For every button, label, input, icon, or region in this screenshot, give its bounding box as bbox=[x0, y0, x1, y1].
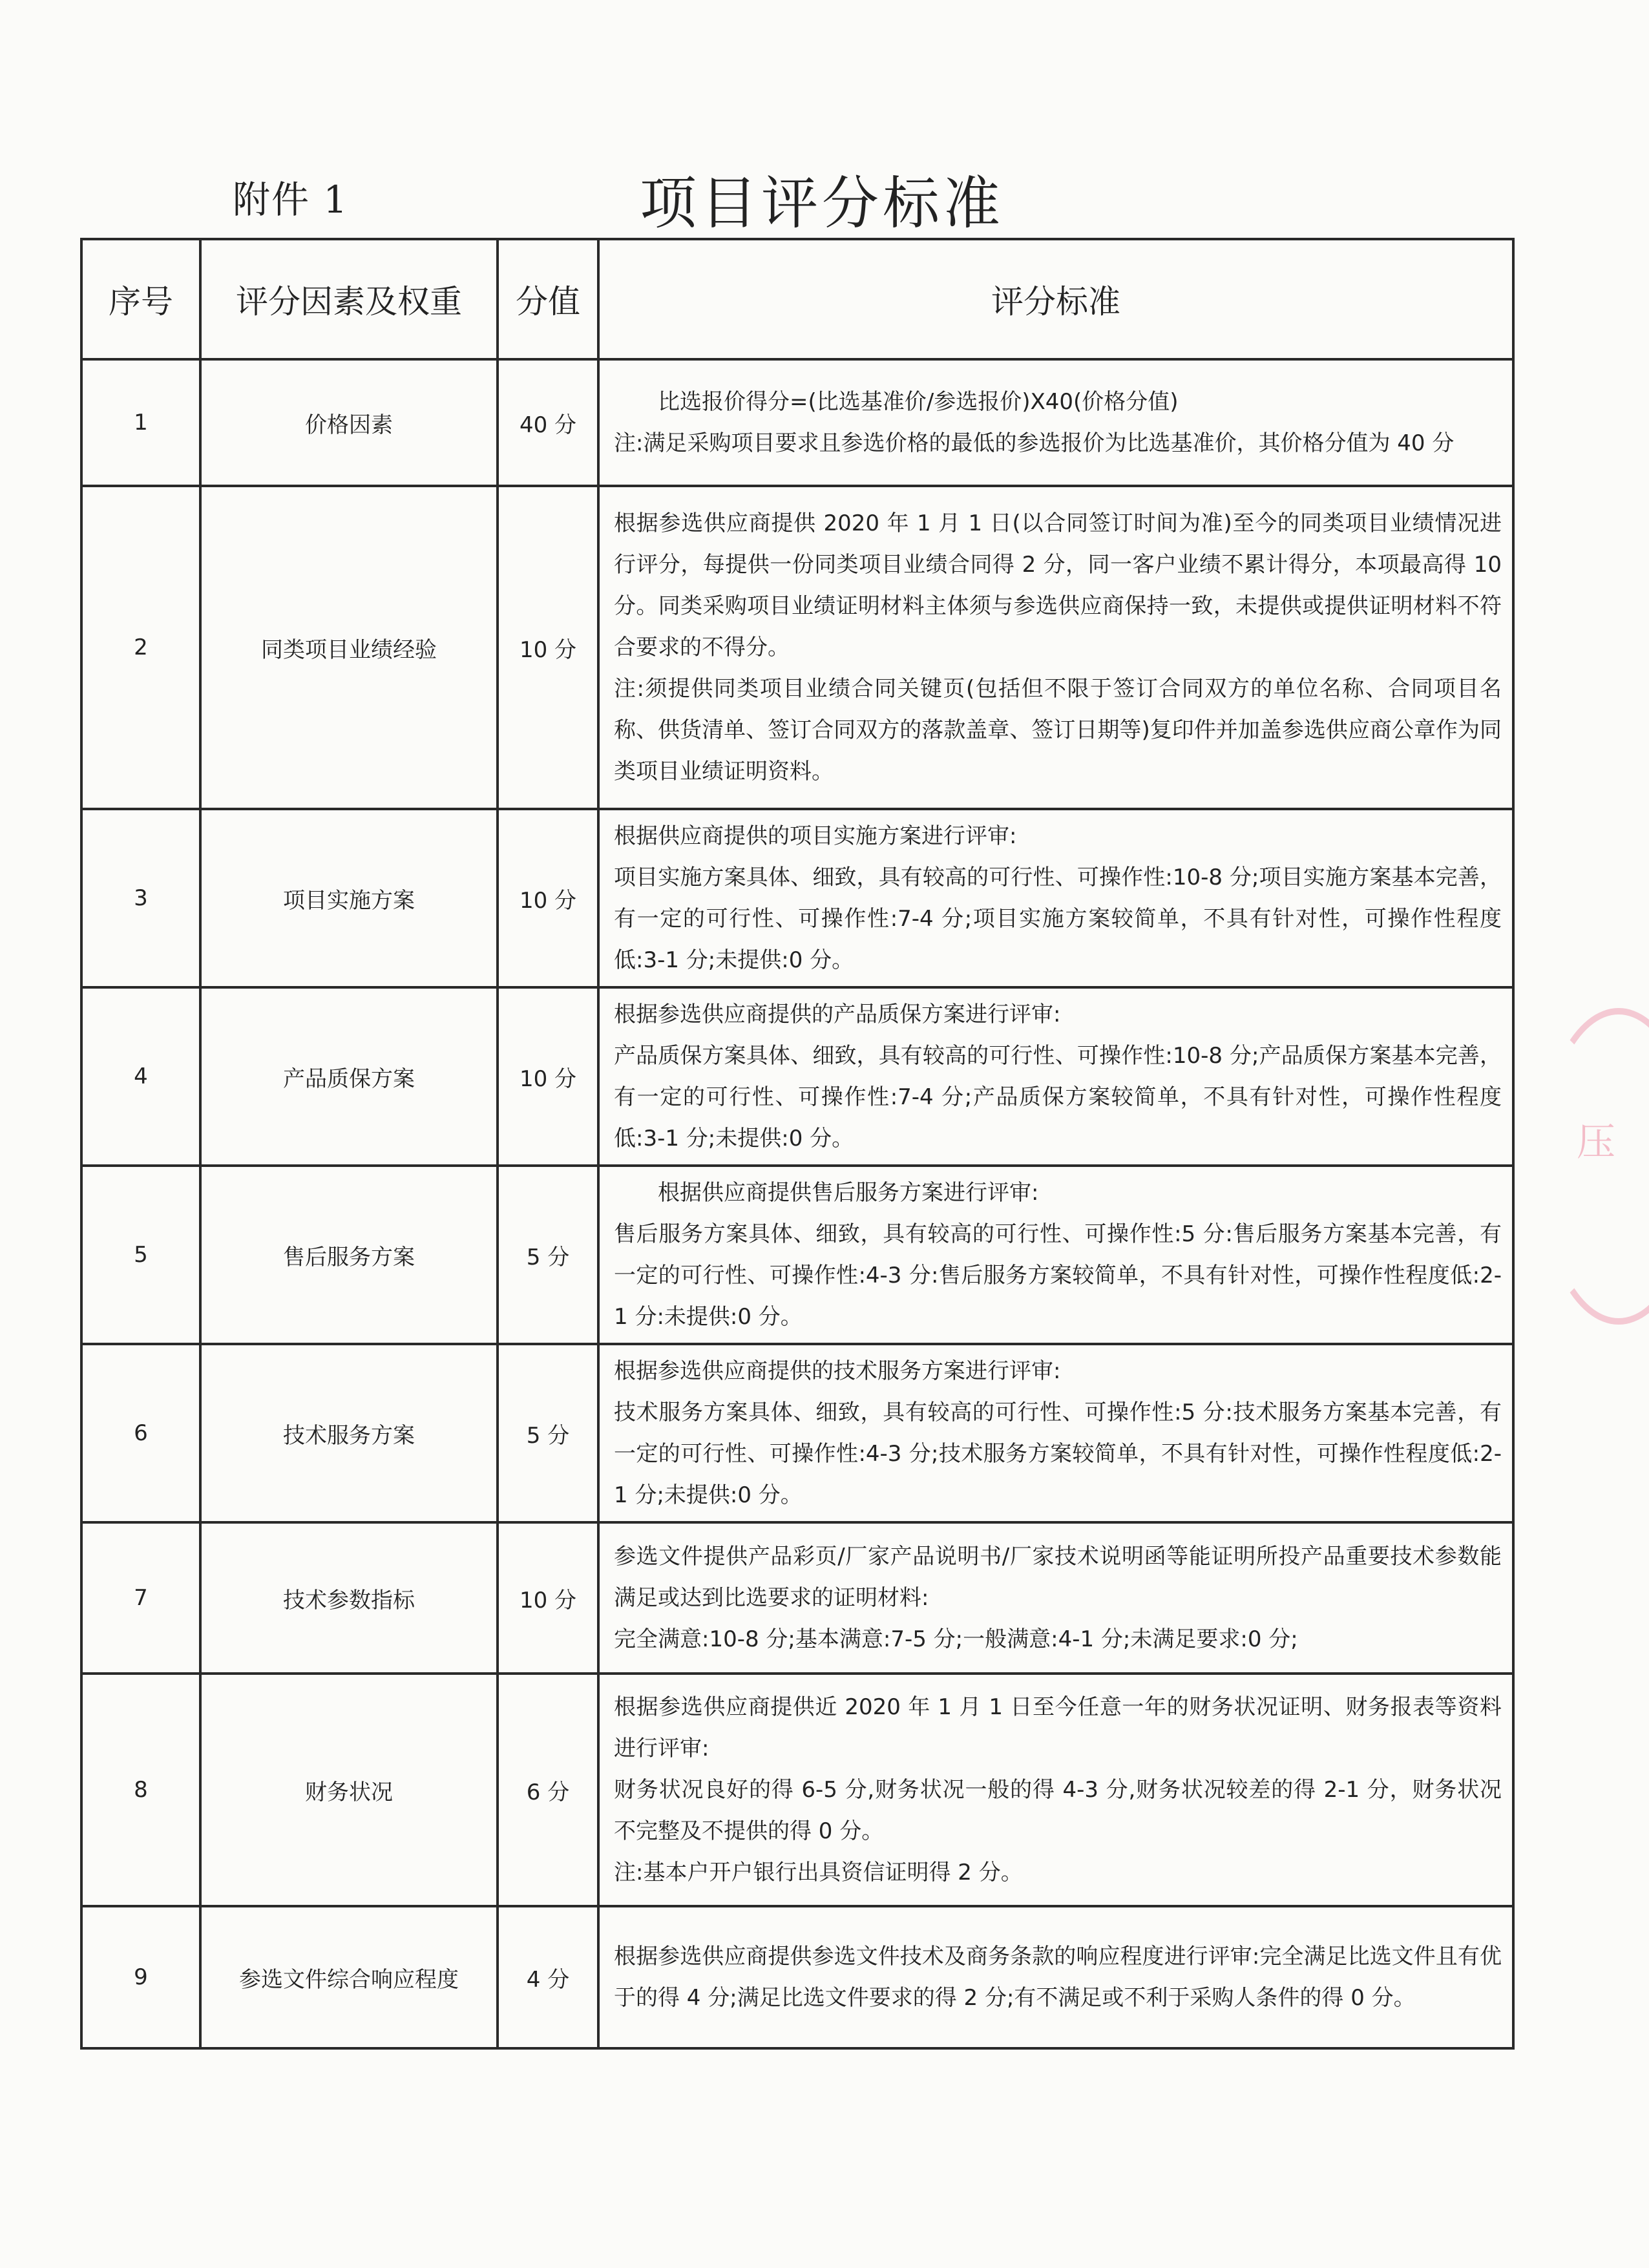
column-header-no: 序号 bbox=[81, 239, 200, 359]
row-factor: 技术参数指标 bbox=[200, 1522, 498, 1674]
row-factor: 财务状况 bbox=[200, 1674, 498, 1906]
row-factor: 产品质保方案 bbox=[200, 987, 498, 1166]
row-criteria bbox=[598, 1166, 1513, 1344]
row-no: 1 bbox=[81, 359, 200, 486]
row-factor: 价格因素 bbox=[200, 359, 498, 486]
criteria-line: 注:基本户开户银行出具资信证明得 2 分。 bbox=[614, 1860, 1023, 1885]
criteria-line: 根据参选供应商提供近 2020 年 1 月 1 日至今任意一年的财务状况证明、财务报表等资料进行评审: bbox=[614, 1694, 1502, 1761]
criteria-line: 参选文件提供产品彩页/厂家产品说明书/厂家技术说明函等能证明所投产品重要技术参数能满足或达到比选要求的证明材料: bbox=[614, 1544, 1502, 1611]
row-no: 7 bbox=[81, 1522, 200, 1674]
row-no: 4 bbox=[81, 987, 200, 1166]
row-score: 10 分 bbox=[498, 809, 598, 987]
criteria-line: 注:满足采购项目要求且参选价格的最低的参选报价为比选基准价，其价格分值为 40 分 bbox=[614, 430, 1455, 456]
row-no: 2 bbox=[81, 486, 200, 809]
row-criteria bbox=[598, 987, 1513, 1166]
criteria-line: 注:须提供同类项目业绩合同关键页(包括但不限于签订合同双方的单位名称、合同项目名称、供货清单、签订合同双方的落款盖章、签订日期等)复印件并加盖参选供应商公章作为同类项目业绩证明资料。 bbox=[614, 676, 1502, 784]
criteria-line: 根据参选供应商提供参选文件技术及商务条款的响应程度进行评审:完全满足比选文件且有优于的得 4 分;满足比选文件要求的得 2 分;有不满足或不利于采购人条件的得 0 分。 bbox=[614, 1944, 1502, 2011]
table-row bbox=[81, 987, 1513, 1166]
row-score: 5 分 bbox=[498, 1344, 598, 1522]
row-criteria bbox=[598, 359, 1513, 486]
row-score: 6 分 bbox=[498, 1674, 598, 1906]
column-header-factor: 评分因素及权重 bbox=[200, 239, 498, 359]
criteria-line: 比选报价得分=(比选基准价/参选报价)X40(价格分值) bbox=[658, 389, 1179, 415]
row-no: 9 bbox=[81, 1906, 200, 2048]
page-title: 项目评分标准 bbox=[640, 170, 1005, 236]
criteria-line: 完全满意:10-8 分;基本满意:7-5 分;一般满意:4-1 分;未满足要求:0 分; bbox=[614, 1626, 1298, 1652]
table-row bbox=[81, 359, 1513, 486]
row-score: 10 分 bbox=[498, 1522, 598, 1674]
scoring-table bbox=[80, 238, 1515, 2050]
row-score: 10 分 bbox=[498, 987, 598, 1166]
row-no: 8 bbox=[81, 1674, 200, 1906]
column-header-score: 分值 bbox=[498, 239, 598, 359]
row-factor: 售后服务方案 bbox=[200, 1166, 498, 1344]
criteria-line: 根据供应商提供的项目实施方案进行评审: bbox=[614, 823, 1017, 849]
criteria-line: 售后服务方案具体、细致，具有较高的可行性、可操作性:5 分:售后服务方案基本完善，有一定的可行性、可操作性:4-3 分:售后服务方案较简单，不具有针对性，可操作性程度低:2-1 分:未提供:0 分。 bbox=[614, 1221, 1502, 1330]
criteria-line: 财务状况良好的得 6-5 分,财务状况一般的得 4-3 分,财务状况较差的得 2-1 分，财务状况不完整及不提供的得 0 分。 bbox=[614, 1777, 1502, 1844]
criteria-line: 根据供应商提供售后服务方案进行评审: bbox=[658, 1180, 1039, 1206]
row-criteria bbox=[598, 809, 1513, 987]
table-row bbox=[81, 1166, 1513, 1344]
row-factor: 参选文件综合响应程度 bbox=[200, 1906, 498, 2048]
column-header-criteria: 评分标准 bbox=[598, 239, 1513, 359]
row-no: 6 bbox=[81, 1344, 200, 1522]
table-row bbox=[81, 1522, 1513, 1674]
table-row bbox=[81, 1906, 1513, 2048]
row-criteria bbox=[598, 1344, 1513, 1522]
criteria-line: 项目实施方案具体、细致，具有较高的可行性、可操作性:10-8 分;项目实施方案基本完善，有一定的可行性、可操作性:7-4 分;项目实施方案较简单，不具有针对性，可操作性程度低:3-1 分;未提供:0 分。 bbox=[614, 865, 1502, 973]
criteria-line: 根据参选供应商提供 2020 年 1 月 1 日(以合同签订时间为准)至今的同类项目业绩情况进行评分，每提供一份同类项目业绩合同得 2 分，同一客户业绩不累计得分，本项最高得 10 分。同类采购项目业绩证明材料主体须与参选供应商保持一致，未提供或提供证明材料不符合要求的不得分。 bbox=[614, 510, 1502, 660]
table-row bbox=[81, 1344, 1513, 1522]
row-score: 5 分 bbox=[498, 1166, 598, 1344]
criteria-line: 技术服务方案具体、细致，具有较高的可行性、可操作性:5 分:技术服务方案基本完善，有一定的可行性、可操作性:4-3 分;技术服务方案较简单，不具有针对性，可操作性程度低:2-1 分;未提供:0 分。 bbox=[614, 1400, 1502, 1508]
seal-stamp-fragment: 压 bbox=[1538, 1008, 1649, 1325]
row-criteria bbox=[598, 1674, 1513, 1906]
criteria-line: 根据参选供应商提供的技术服务方案进行评审: bbox=[614, 1358, 1061, 1384]
row-factor: 项目实施方案 bbox=[200, 809, 498, 987]
row-score: 40 分 bbox=[498, 359, 598, 486]
criteria-line: 根据参选供应商提供的产品质保方案进行评审: bbox=[614, 1002, 1061, 1027]
row-score: 4 分 bbox=[498, 1906, 598, 2048]
table-row bbox=[81, 809, 1513, 987]
row-criteria bbox=[598, 1906, 1513, 2048]
attachment-label: 附件 1 bbox=[233, 178, 349, 222]
criteria-line: 产品质保方案具体、细致，具有较高的可行性、可操作性:10-8 分;产品质保方案基本完善，有一定的可行性、可操作性:7-4 分;产品质保方案较简单，不具有针对性，可操作性程度低:3-1 分;未提供:0 分。 bbox=[614, 1043, 1502, 1151]
row-factor: 技术服务方案 bbox=[200, 1344, 498, 1522]
table-header-row bbox=[81, 239, 1513, 359]
row-criteria bbox=[598, 486, 1513, 809]
row-factor: 同类项目业绩经验 bbox=[200, 486, 498, 809]
row-no: 3 bbox=[81, 809, 200, 987]
row-score: 10 分 bbox=[498, 486, 598, 809]
row-criteria bbox=[598, 1522, 1513, 1674]
table-row bbox=[81, 1674, 1513, 1906]
row-no: 5 bbox=[81, 1166, 200, 1344]
table-row bbox=[81, 486, 1513, 809]
